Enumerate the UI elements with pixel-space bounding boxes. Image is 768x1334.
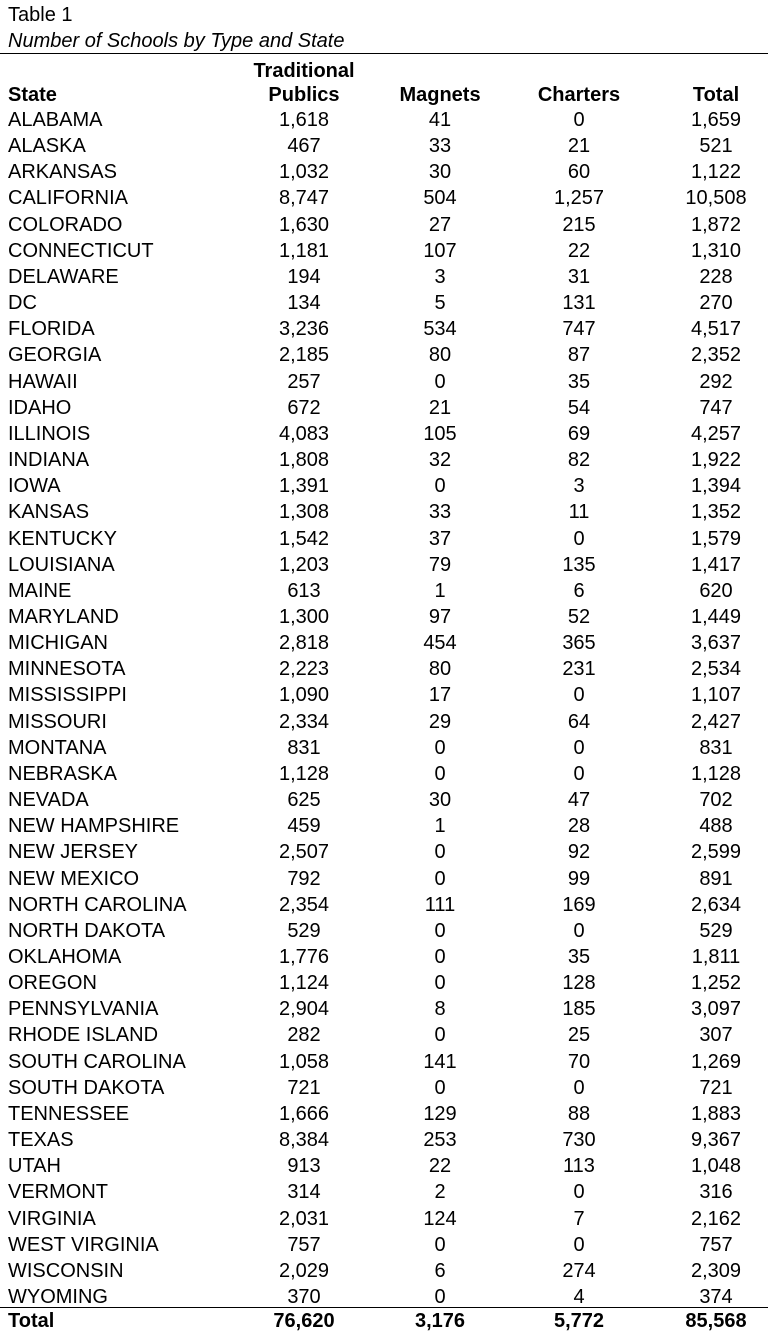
cell-total: 4,517 [690, 318, 742, 341]
cell-magnets: 80 [428, 344, 452, 367]
cell-charters: 60 [567, 161, 591, 184]
table-row [0, 787, 768, 813]
table-row [0, 316, 768, 342]
table-label: Table 1 [8, 4, 73, 26]
cell-magnets: 5 [434, 292, 446, 315]
cell-traditional-publics: 2,354 [278, 893, 330, 916]
table-row [0, 1206, 768, 1232]
cell-magnets: 2 [434, 1181, 446, 1204]
cell-state: NEBRASKA [8, 762, 117, 785]
table-subtitle: Number of Schools by Type and State [8, 30, 345, 52]
table-row [0, 369, 768, 395]
column-header-magnets-label: Magnets [399, 84, 481, 106]
cell-traditional-publics: 1,542 [278, 527, 330, 550]
cell-charters: 47 [567, 789, 591, 812]
cell-state: TEXAS [8, 1129, 74, 1152]
cell-total: 374 [699, 1286, 733, 1309]
cell-traditional-publics: 1,124 [278, 972, 330, 995]
cell-traditional-publics: 314 [287, 1181, 321, 1204]
cell-charters: 99 [567, 867, 591, 890]
cell-charters: 169 [562, 893, 596, 916]
cell-total: 521 [699, 135, 733, 158]
cell-magnets: 17 [428, 684, 452, 707]
cell-state: MISSISSIPPI [8, 684, 127, 707]
cell-traditional-publics: 1,300 [278, 605, 330, 628]
cell-total: 1,922 [690, 449, 742, 472]
table-row [0, 682, 768, 708]
cell-traditional-publics: 2,185 [278, 344, 330, 367]
table-row [0, 892, 768, 918]
cell-magnets: 0 [434, 946, 446, 968]
cell-magnets: 21 [428, 396, 452, 419]
cell-charters: 0 [573, 762, 585, 785]
cell-total: 316 [699, 1181, 733, 1204]
table-row [0, 944, 768, 970]
column-header-total [658, 57, 768, 107]
cell-charters: 0 [573, 1233, 585, 1256]
cell-state: NEW MEXICO [8, 867, 140, 890]
cell-total: 1,872 [690, 213, 742, 236]
cell-total: 2,634 [690, 893, 742, 916]
column-header-charters [519, 57, 639, 107]
cell-traditional-publics: 282 [287, 1024, 321, 1047]
cell-total: 2,534 [690, 658, 742, 681]
cell-total: 1,811 [691, 946, 741, 968]
cell-magnets: 0 [434, 972, 446, 995]
cell-traditional-publics: 1,630 [278, 213, 330, 236]
table-row [0, 264, 768, 290]
cell-magnets: 0 [434, 1024, 446, 1047]
cell-charters: 7 [573, 1207, 585, 1230]
table-row [0, 447, 768, 473]
cell-charters: 35 [567, 370, 591, 393]
cell-total: 1,352 [690, 501, 742, 524]
cell-total: 2,309 [690, 1259, 742, 1282]
cell-traditional-publics: 3,236 [278, 318, 330, 341]
cell-state: UTAH [8, 1155, 61, 1178]
table-row [0, 1127, 768, 1153]
cell-magnets: 0 [434, 841, 446, 864]
cell-magnets: 1 [434, 579, 446, 602]
table-row [0, 395, 768, 421]
cell-state: OKLAHOMA [8, 946, 122, 968]
cell-magnets: 0 [434, 475, 446, 498]
cell-state: ALABAMA [8, 109, 103, 131]
cell-state: COLORADO [8, 213, 123, 236]
cell-charters: 128 [562, 972, 596, 995]
cell-state: ILLINOIS [8, 422, 91, 445]
totals-row [0, 1308, 768, 1334]
cell-total: 529 [699, 919, 733, 942]
cell-state: WYOMING [8, 1286, 108, 1309]
table-row [0, 473, 768, 499]
cell-magnets: 30 [428, 161, 452, 184]
cell-charters: 747 [562, 318, 596, 341]
cell-magnets: 0 [434, 919, 446, 942]
table-row [0, 185, 768, 211]
cell-state: NEW JERSEY [8, 841, 139, 864]
cell-charters: 92 [567, 841, 591, 864]
cell-charters: 70 [567, 1050, 591, 1073]
cell-magnets: 105 [423, 422, 457, 445]
table-row [0, 918, 768, 944]
cell-total: 270 [699, 292, 733, 315]
table-row [0, 996, 768, 1022]
cell-traditional-publics: 1,203 [278, 553, 330, 576]
cell-state: DC [8, 292, 37, 315]
cell-traditional-publics: 792 [287, 867, 321, 890]
cell-total: 1,128 [690, 762, 742, 785]
cell-charters: 135 [562, 553, 596, 576]
table-row [0, 578, 768, 604]
header-rule [0, 53, 768, 54]
cell-magnets: 0 [434, 867, 446, 890]
column-header-charters-label: Charters [537, 84, 621, 106]
cell-charters: 185 [562, 998, 596, 1021]
table-row [0, 1232, 768, 1258]
cell-magnets: 111 [424, 893, 456, 916]
table-row [0, 813, 768, 839]
cell-magnets: 30 [428, 789, 452, 812]
cell-traditional-publics: 1,181 [278, 239, 330, 262]
cell-total: 2,162 [690, 1207, 742, 1230]
cell-charters: 365 [562, 632, 596, 655]
table-row [0, 1022, 768, 1048]
cell-magnets: 8 [434, 998, 446, 1021]
table-row [0, 159, 768, 185]
cell-charters: 215 [562, 213, 596, 236]
cell-state: NEW HAMPSHIRE [8, 815, 180, 838]
cell-magnets: 107 [423, 239, 457, 262]
cell-total: 1,659 [690, 109, 742, 131]
cell-state: IOWA [8, 475, 61, 498]
cell-magnets: 0 [434, 736, 446, 759]
cell-charters: 231 [562, 658, 596, 681]
cell-total: 757 [699, 1233, 733, 1256]
cell-charters: 87 [567, 344, 591, 367]
cell-state: ALASKA [8, 135, 86, 158]
cell-traditional-publics: 467 [287, 135, 321, 158]
cell-magnets: 6 [434, 1259, 446, 1282]
cell-traditional-publics: 2,334 [278, 710, 330, 733]
cell-magnets: 454 [423, 632, 457, 655]
cell-charters: 88 [567, 1102, 591, 1125]
totals-charters: 5,772 [553, 1310, 605, 1332]
cell-traditional-publics: 831 [287, 736, 321, 759]
cell-magnets: 0 [434, 1076, 446, 1099]
cell-total: 721 [699, 1076, 733, 1099]
cell-traditional-publics: 8,747 [278, 187, 330, 210]
cell-charters: 3 [573, 475, 585, 498]
table-row [0, 656, 768, 682]
cell-state: MONTANA [8, 736, 107, 759]
cell-magnets: 27 [428, 213, 452, 236]
cell-charters: 52 [567, 605, 591, 628]
cell-traditional-publics: 1,776 [278, 946, 330, 968]
cell-traditional-publics: 2,029 [278, 1259, 330, 1282]
cell-charters: 0 [573, 527, 585, 550]
cell-total: 1,310 [690, 239, 742, 262]
cell-magnets: 0 [434, 1286, 446, 1309]
cell-total: 1,579 [690, 527, 742, 550]
cell-magnets: 141 [423, 1050, 457, 1073]
cell-magnets: 37 [428, 527, 452, 550]
cell-charters: 0 [573, 684, 585, 707]
cell-total: 1,269 [690, 1050, 742, 1073]
column-header-traditional-publics [244, 57, 364, 107]
cell-state: NORTH DAKOTA [8, 919, 166, 942]
cell-state: MINNESOTA [8, 658, 126, 681]
table-row [0, 133, 768, 159]
cell-state: FLORIDA [8, 318, 95, 341]
cell-traditional-publics: 2,818 [278, 632, 330, 655]
cell-magnets: 97 [428, 605, 452, 628]
cell-magnets: 0 [434, 762, 446, 785]
table-row [0, 839, 768, 865]
table-row [0, 499, 768, 525]
cell-state: WISCONSIN [8, 1259, 124, 1282]
cell-total: 9,367 [690, 1129, 742, 1152]
cell-state: IDAHO [8, 396, 72, 419]
cell-state: OREGON [8, 972, 97, 995]
cell-state: ARKANSAS [8, 161, 117, 184]
cell-total: 2,352 [690, 344, 742, 367]
table-row [0, 552, 768, 578]
cell-charters: 28 [567, 815, 591, 838]
cell-magnets: 124 [423, 1207, 457, 1230]
table-row [0, 761, 768, 787]
cell-state: SOUTH CAROLINA [8, 1050, 186, 1073]
cell-traditional-publics: 2,904 [278, 998, 330, 1021]
cell-magnets: 41 [428, 109, 452, 131]
cell-traditional-publics: 134 [287, 292, 321, 315]
cell-magnets: 0 [434, 370, 446, 393]
cell-total: 831 [699, 736, 733, 759]
cell-traditional-publics: 1,666 [278, 1102, 330, 1125]
cell-state: CALIFORNIA [8, 187, 129, 210]
cell-total: 1,048 [690, 1155, 742, 1178]
cell-magnets: 504 [423, 187, 457, 210]
column-header-magnets [380, 57, 500, 107]
cell-charters: 274 [562, 1259, 596, 1282]
cell-magnets: 534 [423, 318, 457, 341]
cell-total: 307 [699, 1024, 733, 1047]
cell-traditional-publics: 672 [287, 396, 321, 419]
cell-state: DELAWARE [8, 265, 119, 288]
totals-traditional: 76,620 [273, 1310, 335, 1332]
table-row [0, 1153, 768, 1179]
cell-state: MAINE [8, 579, 72, 602]
cell-total: 1,252 [690, 972, 742, 995]
cell-charters: 730 [562, 1129, 596, 1152]
cell-traditional-publics: 2,507 [278, 841, 330, 864]
cell-total: 228 [699, 265, 733, 288]
cell-charters: 31 [567, 265, 591, 288]
cell-traditional-publics: 1,032 [278, 161, 330, 184]
totals-magnets: 3,176 [414, 1310, 466, 1332]
cell-total: 1,449 [690, 605, 742, 628]
cell-magnets: 253 [423, 1129, 457, 1152]
cell-total: 1,394 [690, 475, 742, 498]
cell-traditional-publics: 529 [287, 919, 321, 942]
table-row [0, 1179, 768, 1205]
cell-state: GEORGIA [8, 344, 102, 367]
cell-magnets: 32 [428, 449, 452, 472]
cell-charters: 35 [567, 946, 591, 968]
cell-total: 2,427 [690, 710, 742, 733]
cell-state: KANSAS [8, 501, 90, 524]
cell-total: 3,637 [690, 632, 742, 655]
table-row [0, 1101, 768, 1127]
cell-charters: 54 [567, 396, 591, 419]
cell-total: 4,257 [690, 422, 742, 445]
cell-charters: 0 [573, 109, 585, 131]
cell-charters: 6 [573, 579, 585, 602]
cell-state: INDIANA [8, 449, 90, 472]
cell-total: 891 [699, 867, 733, 890]
cell-traditional-publics: 1,308 [278, 501, 330, 524]
cell-magnets: 3 [434, 265, 446, 288]
cell-state: RHODE ISLAND [8, 1024, 159, 1047]
cell-magnets: 129 [423, 1102, 457, 1125]
cell-magnets: 33 [428, 135, 452, 158]
table-row [0, 1049, 768, 1075]
cell-traditional-publics: 2,223 [278, 658, 330, 681]
cell-traditional-publics: 459 [287, 815, 321, 838]
cell-charters: 64 [567, 710, 591, 733]
table-row [0, 604, 768, 630]
cell-charters: 113 [563, 1155, 595, 1178]
cell-state: HAWAII [8, 370, 78, 393]
cell-state: LOUISIANA [8, 553, 115, 576]
cell-charters: 25 [567, 1024, 591, 1047]
cell-traditional-publics: 1,058 [278, 1050, 330, 1073]
cell-state: TENNESSEE [8, 1102, 130, 1125]
cell-charters: 82 [567, 449, 591, 472]
table-row [0, 342, 768, 368]
cell-charters: 131 [562, 292, 596, 315]
cell-magnets: 29 [428, 710, 452, 733]
cell-total: 702 [699, 789, 733, 812]
cell-charters: 1,257 [553, 187, 605, 210]
cell-traditional-publics: 1,808 [278, 449, 330, 472]
cell-traditional-publics: 4,083 [278, 422, 330, 445]
cell-state: KENTUCKY [8, 527, 117, 550]
table-row [0, 735, 768, 761]
table-row [0, 866, 768, 892]
cell-total: 10,508 [685, 187, 747, 210]
cell-traditional-publics: 370 [287, 1286, 321, 1309]
cell-traditional-publics: 625 [287, 789, 321, 812]
table-row [0, 1075, 768, 1101]
cell-magnets: 0 [434, 1233, 446, 1256]
cell-state: MARYLAND [8, 605, 119, 628]
column-header-traditional-line1: Traditional [253, 60, 355, 82]
column-header-total-label: Total [692, 84, 740, 106]
column-header-state [8, 57, 57, 107]
cell-total: 620 [699, 579, 733, 602]
cell-state: NORTH CAROLINA [8, 893, 187, 916]
table-row [0, 1258, 768, 1284]
cell-total: 488 [699, 815, 733, 838]
cell-charters: 0 [573, 919, 585, 942]
cell-total: 2,599 [690, 841, 742, 864]
cell-state: VERMONT [8, 1181, 108, 1204]
table-row [0, 630, 768, 656]
cell-charters: 4 [573, 1286, 585, 1309]
cell-traditional-publics: 8,384 [278, 1129, 330, 1152]
cell-charters: 69 [567, 422, 591, 445]
cell-magnets: 33 [428, 501, 452, 524]
totals-label: Total [8, 1310, 55, 1332]
cell-total: 1,417 [690, 553, 742, 576]
column-header-state-label: State [8, 84, 57, 106]
cell-state: VIRGINIA [8, 1207, 96, 1230]
table-body [0, 107, 768, 1310]
cell-state: MICHIGAN [8, 632, 108, 655]
table-row [0, 290, 768, 316]
cell-traditional-publics: 913 [287, 1155, 321, 1178]
cell-charters: 22 [567, 239, 591, 262]
cell-charters: 0 [573, 736, 585, 759]
table-row [0, 421, 768, 447]
cell-total: 1,883 [690, 1102, 742, 1125]
cell-state: PENNSYLVANIA [8, 998, 159, 1021]
cell-state: MISSOURI [8, 710, 107, 733]
cell-magnets: 80 [428, 658, 452, 681]
table-row [0, 238, 768, 264]
cell-state: CONNECTICUT [8, 239, 154, 262]
cell-charters: 11 [568, 501, 590, 524]
cell-total: 1,122 [690, 161, 742, 184]
cell-charters: 0 [573, 1076, 585, 1099]
cell-traditional-publics: 757 [287, 1233, 321, 1256]
table-row [0, 212, 768, 238]
table-row [0, 709, 768, 735]
table-row [0, 970, 768, 996]
cell-charters: 0 [573, 1181, 585, 1204]
cell-magnets: 22 [428, 1155, 452, 1178]
cell-state: SOUTH DAKOTA [8, 1076, 165, 1099]
totals-total: 85,568 [685, 1310, 747, 1332]
cell-charters: 21 [567, 135, 591, 158]
cell-total: 747 [699, 396, 733, 419]
cell-traditional-publics: 1,618 [278, 109, 330, 131]
cell-traditional-publics: 194 [287, 265, 321, 288]
cell-traditional-publics: 1,090 [278, 684, 330, 707]
cell-traditional-publics: 721 [287, 1076, 321, 1099]
cell-traditional-publics: 257 [287, 370, 321, 393]
cell-magnets: 79 [428, 553, 452, 576]
cell-traditional-publics: 1,391 [278, 475, 330, 498]
cell-traditional-publics: 613 [287, 579, 321, 602]
cell-magnets: 1 [434, 815, 446, 838]
cell-traditional-publics: 1,128 [278, 762, 330, 785]
cell-traditional-publics: 2,031 [278, 1207, 330, 1230]
table-row [0, 526, 768, 552]
cell-total: 1,107 [690, 684, 742, 707]
cell-state: NEVADA [8, 789, 89, 812]
table-row [0, 107, 768, 133]
cell-state: WEST VIRGINIA [8, 1233, 159, 1256]
column-header-traditional-line2: Publics [268, 84, 340, 106]
cell-total: 3,097 [690, 998, 742, 1021]
cell-total: 292 [699, 370, 733, 393]
